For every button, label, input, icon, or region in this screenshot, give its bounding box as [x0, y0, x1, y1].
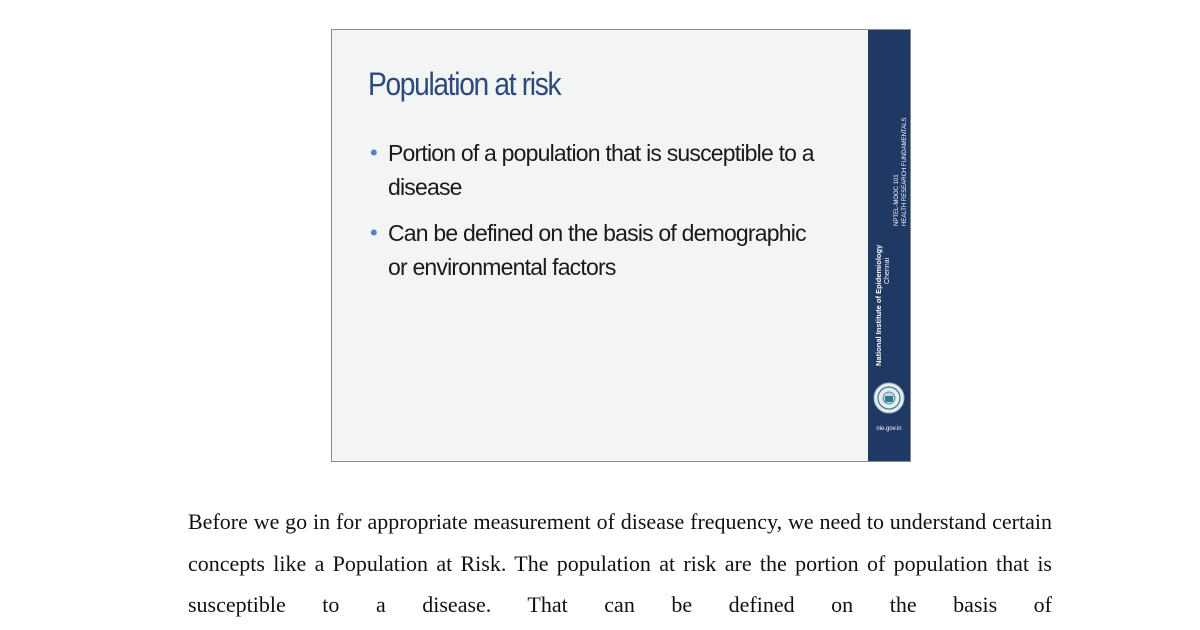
- bullet-item: [368, 136, 828, 204]
- slide-sidebar: [868, 30, 910, 461]
- website-label: nie.gov.in: [876, 426, 902, 432]
- institute-city: Chennai: [884, 257, 891, 284]
- institute-name: National Institute of Epidemiology: [874, 244, 883, 366]
- bullet-dot-icon: •: [370, 140, 377, 165]
- bullet-text: Portion of a population that is susceptible to a disease: [388, 140, 814, 200]
- bullet-list: [368, 136, 828, 296]
- bullet-text: Can be defined on the basis of demographic or environmental factors: [388, 220, 806, 280]
- bullet-item: [368, 216, 828, 284]
- institute-logo-icon: [873, 382, 905, 414]
- bullet-dot-icon: •: [370, 220, 377, 245]
- course-code: NPTEL-MOOC 101: [894, 174, 900, 226]
- course-name: HEALTH RESEARCH FUNDAMENTALS: [902, 117, 908, 226]
- slide-title: Population at risk: [368, 66, 561, 102]
- slide: [331, 29, 911, 462]
- transcript-paragraph: Before we go in for appropriate measurement of disease frequency, we need to understand certain concepts like a Population at Risk. The population at risk are the portion of population that is susceptible to a disease. That can be defined on the basis of: [188, 509, 1052, 617]
